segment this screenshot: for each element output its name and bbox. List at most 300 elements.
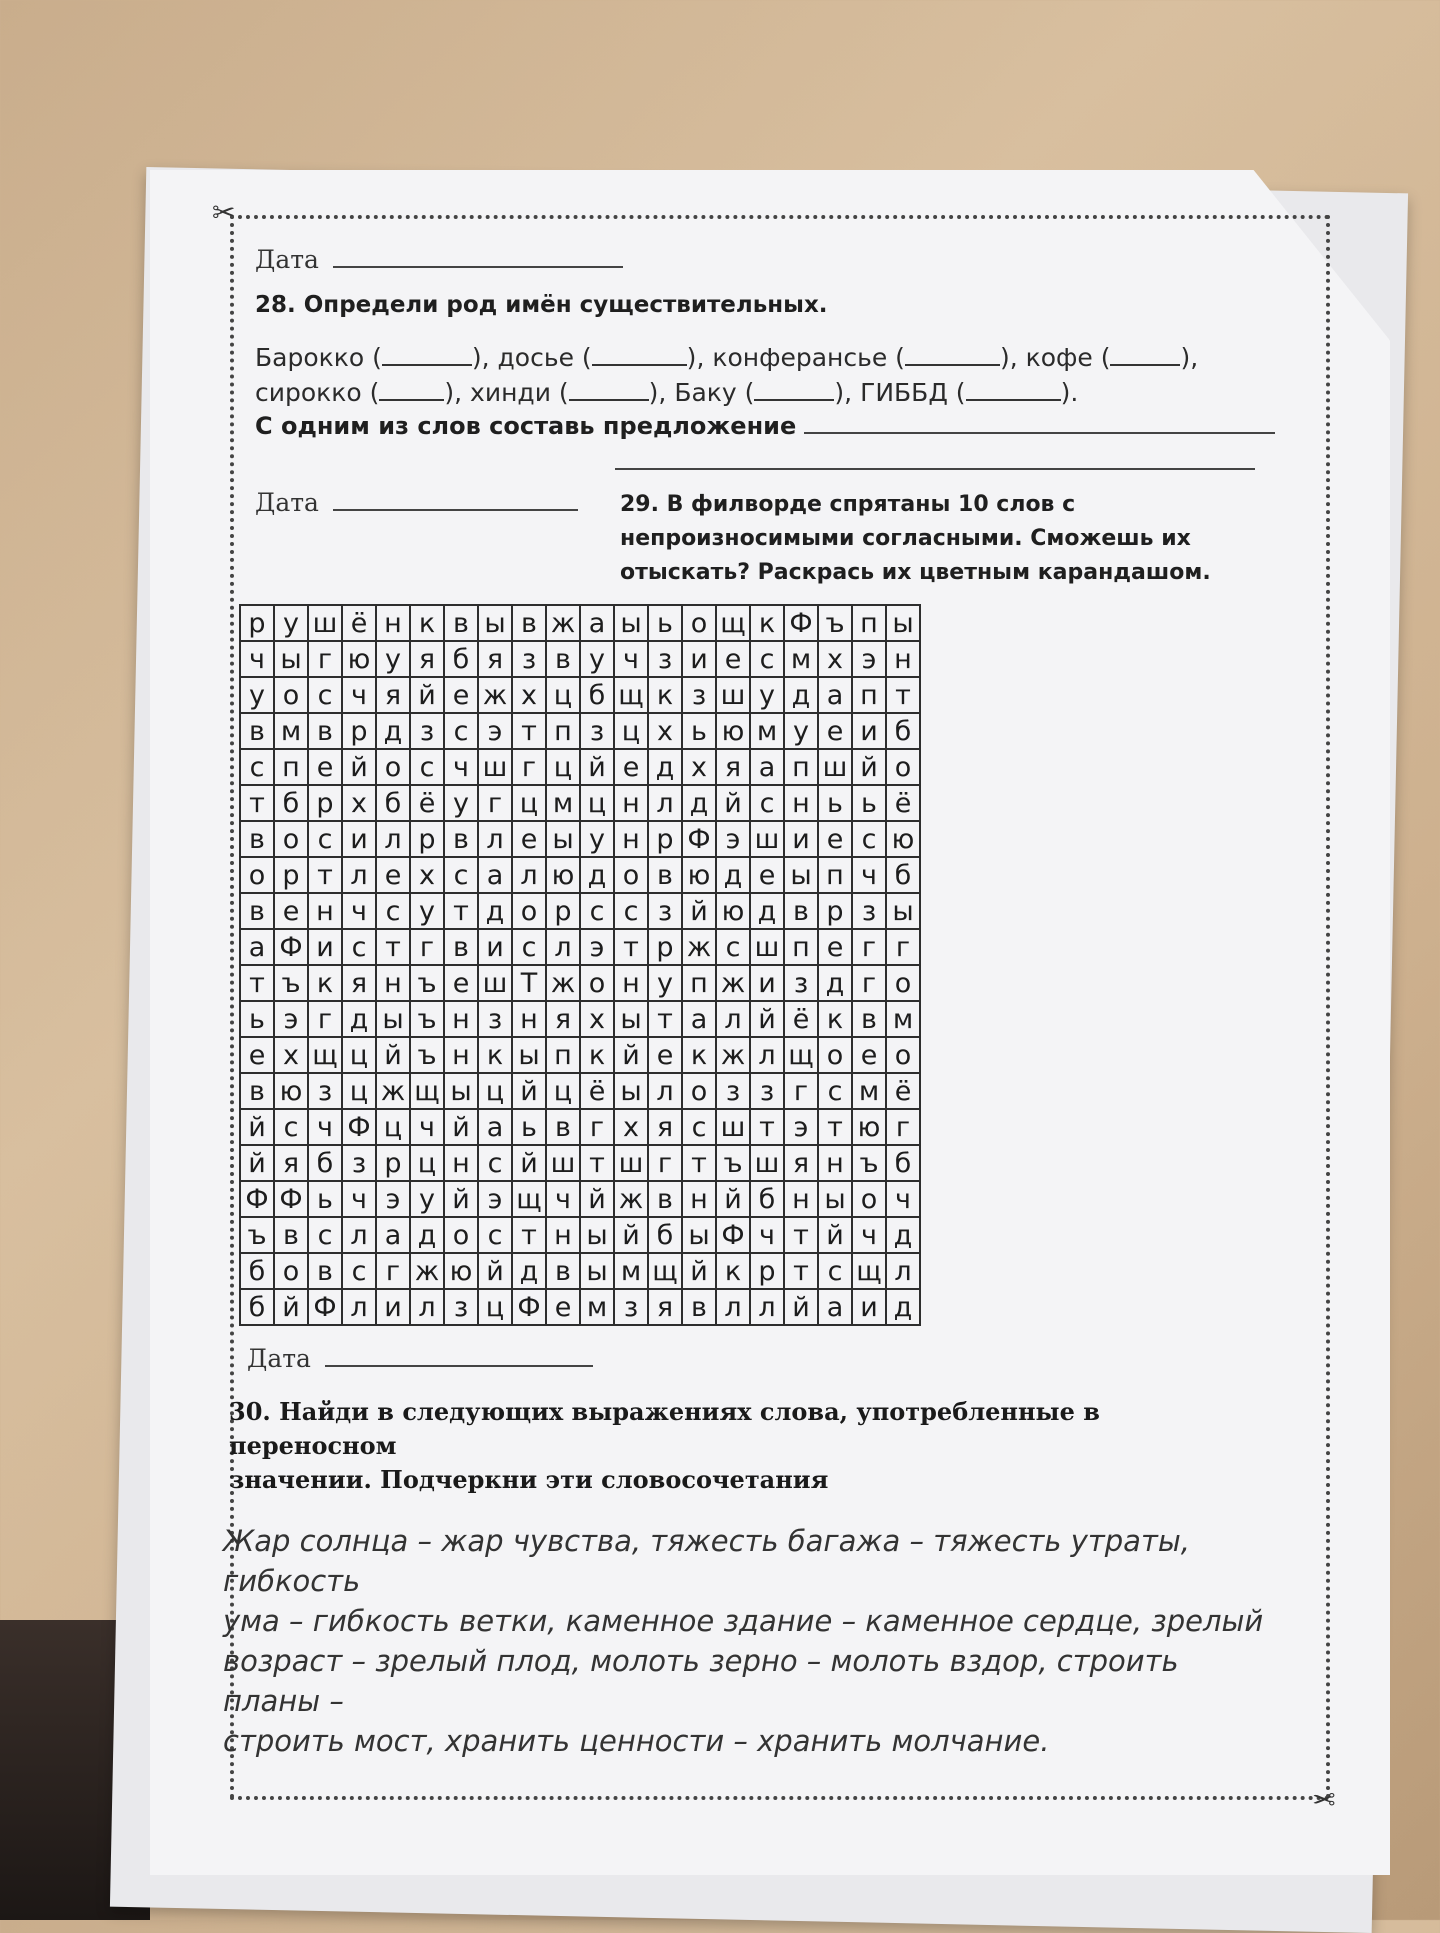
grid-cell[interactable]: с — [512, 929, 546, 965]
grid-cell[interactable]: о — [580, 965, 614, 1001]
grid-cell[interactable]: ч — [240, 641, 274, 677]
grid-cell[interactable]: и — [342, 821, 376, 857]
grid-cell[interactable]: у — [648, 965, 682, 1001]
grid-cell[interactable]: ё — [580, 1073, 614, 1109]
grid-cell[interactable]: б — [240, 1253, 274, 1289]
grid-cell[interactable]: п — [546, 713, 580, 749]
grid-cell[interactable]: о — [512, 893, 546, 929]
gender-blank[interactable] — [592, 346, 687, 366]
grid-cell[interactable]: е — [512, 821, 546, 857]
grid-cell[interactable]: в — [274, 1217, 308, 1253]
grid-cell[interactable]: б — [308, 1145, 342, 1181]
grid-cell[interactable]: з — [410, 713, 444, 749]
grid-cell[interactable]: о — [886, 1037, 920, 1073]
grid-cell[interactable]: р — [376, 1145, 410, 1181]
grid-cell[interactable]: ы — [614, 1001, 648, 1037]
grid-cell[interactable]: в — [240, 821, 274, 857]
grid-cell[interactable]: ч — [886, 1181, 920, 1217]
grid-cell[interactable]: в — [648, 1181, 682, 1217]
gender-blank[interactable] — [382, 346, 472, 366]
grid-cell[interactable]: ы — [682, 1217, 716, 1253]
grid-cell[interactable]: й — [716, 1181, 750, 1217]
grid-cell[interactable]: д — [750, 893, 784, 929]
grid-cell[interactable]: г — [852, 929, 886, 965]
grid-cell[interactable]: г — [886, 929, 920, 965]
grid-cell[interactable]: в — [546, 641, 580, 677]
grid-cell[interactable]: г — [410, 929, 444, 965]
grid-cell[interactable]: з — [512, 641, 546, 677]
grid-cell[interactable]: с — [818, 1073, 852, 1109]
grid-cell[interactable]: у — [580, 821, 614, 857]
grid-cell[interactable]: ц — [580, 785, 614, 821]
grid-cell[interactable]: ь — [682, 713, 716, 749]
grid-cell[interactable]: г — [478, 785, 512, 821]
grid-cell[interactable]: л — [648, 785, 682, 821]
grid-cell[interactable]: ы — [784, 857, 818, 893]
grid-cell[interactable]: к — [308, 965, 342, 1001]
grid-cell[interactable]: е — [852, 1037, 886, 1073]
grid-cell[interactable]: о — [274, 1253, 308, 1289]
grid-cell[interactable]: ш — [478, 965, 512, 1001]
grid-cell[interactable]: ц — [376, 1109, 410, 1145]
grid-cell[interactable]: ц — [546, 677, 580, 713]
grid-cell[interactable]: й — [580, 749, 614, 785]
grid-cell[interactable]: с — [274, 1109, 308, 1145]
grid-cell[interactable]: ы — [546, 821, 580, 857]
grid-cell[interactable]: л — [716, 1001, 750, 1037]
grid-cell[interactable]: о — [240, 857, 274, 893]
grid-cell[interactable]: т — [614, 929, 648, 965]
grid-cell[interactable]: б — [580, 677, 614, 713]
grid-cell[interactable]: ш — [750, 821, 784, 857]
grid-cell[interactable]: й — [376, 1037, 410, 1073]
grid-cell[interactable]: м — [852, 1073, 886, 1109]
grid-cell[interactable]: н — [512, 1001, 546, 1037]
grid-cell[interactable]: д — [376, 713, 410, 749]
grid-cell[interactable]: с — [342, 929, 376, 965]
grid-cell[interactable]: й — [274, 1289, 308, 1325]
grid-cell[interactable]: в — [308, 713, 342, 749]
grid-cell[interactable]: ж — [546, 605, 580, 641]
grid-cell[interactable]: е — [750, 857, 784, 893]
date-field[interactable] — [333, 509, 578, 511]
grid-cell[interactable]: Ф — [308, 1289, 342, 1325]
grid-cell[interactable]: щ — [308, 1037, 342, 1073]
grid-cell[interactable]: с — [852, 821, 886, 857]
grid-cell[interactable]: а — [682, 1001, 716, 1037]
grid-cell[interactable]: н — [546, 1217, 580, 1253]
grid-cell[interactable]: т — [682, 1145, 716, 1181]
grid-cell[interactable]: б — [886, 1145, 920, 1181]
grid-cell[interactable]: ц — [478, 1073, 512, 1109]
grid-cell[interactable]: й — [444, 1181, 478, 1217]
grid-cell[interactable]: й — [240, 1145, 274, 1181]
grid-cell[interactable]: ц — [478, 1289, 512, 1325]
grid-cell[interactable]: о — [682, 1073, 716, 1109]
grid-cell[interactable]: с — [682, 1109, 716, 1145]
grid-cell[interactable]: м — [784, 641, 818, 677]
grid-cell[interactable]: ц — [546, 1073, 580, 1109]
grid-cell[interactable]: г — [376, 1253, 410, 1289]
grid-cell[interactable]: у — [410, 1181, 444, 1217]
grid-cell[interactable]: в — [444, 821, 478, 857]
grid-cell[interactable]: т — [784, 1217, 818, 1253]
grid-cell[interactable]: л — [410, 1289, 444, 1325]
grid-cell[interactable]: л — [342, 1217, 376, 1253]
grid-cell[interactable]: и — [478, 929, 512, 965]
grid-cell[interactable]: ч — [342, 677, 376, 713]
grid-cell[interactable]: и — [682, 641, 716, 677]
grid-cell[interactable]: т — [308, 857, 342, 893]
grid-cell[interactable]: щ — [648, 1253, 682, 1289]
grid-cell[interactable]: н — [784, 1181, 818, 1217]
grid-cell[interactable]: з — [648, 641, 682, 677]
grid-cell[interactable]: п — [852, 605, 886, 641]
grid-cell[interactable]: щ — [784, 1037, 818, 1073]
grid-cell[interactable]: ы — [512, 1037, 546, 1073]
grid-cell[interactable]: ц — [342, 1073, 376, 1109]
grid-cell[interactable]: р — [648, 821, 682, 857]
grid-cell[interactable]: з — [308, 1073, 342, 1109]
grid-cell[interactable]: з — [648, 893, 682, 929]
grid-cell[interactable]: д — [886, 1289, 920, 1325]
grid-cell[interactable]: й — [716, 785, 750, 821]
grid-cell[interactable]: ч — [546, 1181, 580, 1217]
grid-cell[interactable]: о — [886, 965, 920, 1001]
grid-cell[interactable]: ы — [580, 1253, 614, 1289]
grid-cell[interactable]: ю — [852, 1109, 886, 1145]
grid-cell[interactable]: е — [240, 1037, 274, 1073]
grid-cell[interactable]: б — [886, 713, 920, 749]
grid-cell[interactable]: б — [444, 641, 478, 677]
grid-cell[interactable]: р — [274, 857, 308, 893]
grid-cell[interactable]: г — [308, 1001, 342, 1037]
grid-cell[interactable]: к — [580, 1037, 614, 1073]
grid-cell[interactable]: с — [716, 929, 750, 965]
grid-cell[interactable]: ж — [478, 677, 512, 713]
grid-cell[interactable]: с — [750, 785, 784, 821]
grid-cell[interactable]: в — [648, 857, 682, 893]
grid-cell[interactable]: р — [342, 713, 376, 749]
grid-cell[interactable]: в — [784, 893, 818, 929]
grid-cell[interactable]: л — [376, 821, 410, 857]
grid-cell[interactable]: т — [512, 1217, 546, 1253]
grid-cell[interactable]: н — [614, 785, 648, 821]
grid-cell[interactable]: о — [376, 749, 410, 785]
grid-cell[interactable]: й — [444, 1109, 478, 1145]
grid-cell[interactable]: л — [716, 1289, 750, 1325]
grid-cell[interactable]: к — [750, 605, 784, 641]
grid-cell[interactable]: е — [716, 641, 750, 677]
grid-cell[interactable]: щ — [614, 677, 648, 713]
grid-cell[interactable]: х — [648, 713, 682, 749]
grid-cell[interactable]: ш — [716, 1109, 750, 1145]
grid-cell[interactable]: в — [240, 1073, 274, 1109]
grid-cell[interactable]: ы — [580, 1217, 614, 1253]
grid-cell[interactable]: у — [444, 785, 478, 821]
grid-cell[interactable]: Ф — [512, 1289, 546, 1325]
grid-cell[interactable]: т — [512, 713, 546, 749]
grid-cell[interactable]: э — [376, 1181, 410, 1217]
grid-cell[interactable]: в — [308, 1253, 342, 1289]
grid-cell[interactable]: в — [512, 605, 546, 641]
grid-cell[interactable]: ж — [682, 929, 716, 965]
grid-cell[interactable]: ъ — [274, 965, 308, 1001]
grid-cell[interactable]: щ — [716, 605, 750, 641]
grid-cell[interactable]: з — [614, 1289, 648, 1325]
grid-cell[interactable]: с — [750, 641, 784, 677]
grid-cell[interactable]: д — [580, 857, 614, 893]
grid-cell[interactable]: ы — [444, 1073, 478, 1109]
grid-cell[interactable]: э — [784, 1109, 818, 1145]
grid-cell[interactable]: и — [852, 713, 886, 749]
gender-blank[interactable] — [569, 381, 649, 401]
date-field[interactable] — [333, 266, 623, 268]
grid-cell[interactable]: а — [580, 605, 614, 641]
grid-cell[interactable]: т — [444, 893, 478, 929]
grid-cell[interactable]: с — [444, 713, 478, 749]
grid-cell[interactable]: Ф — [716, 1217, 750, 1253]
grid-cell[interactable]: ю — [682, 857, 716, 893]
grid-cell[interactable]: т — [886, 677, 920, 713]
grid-cell[interactable]: з — [342, 1145, 376, 1181]
grid-cell[interactable]: ю — [886, 821, 920, 857]
grid-cell[interactable]: ш — [716, 677, 750, 713]
grid-cell[interactable]: ш — [546, 1145, 580, 1181]
grid-cell[interactable]: р — [750, 1253, 784, 1289]
grid-cell[interactable]: и — [852, 1289, 886, 1325]
grid-cell[interactable]: я — [546, 1001, 580, 1037]
grid-cell[interactable]: в — [546, 1253, 580, 1289]
grid-cell[interactable]: я — [410, 641, 444, 677]
grid-cell[interactable]: р — [410, 821, 444, 857]
grid-cell[interactable]: л — [478, 821, 512, 857]
grid-cell[interactable]: ы — [478, 605, 512, 641]
grid-cell[interactable]: ю — [444, 1253, 478, 1289]
grid-cell[interactable]: ё — [784, 1001, 818, 1037]
grid-cell[interactable]: й — [580, 1181, 614, 1217]
grid-cell[interactable]: т — [784, 1253, 818, 1289]
grid-cell[interactable]: д — [682, 785, 716, 821]
grid-cell[interactable]: м — [546, 785, 580, 821]
grid-cell[interactable]: п — [784, 929, 818, 965]
grid-cell[interactable]: ч — [342, 1181, 376, 1217]
grid-cell[interactable]: и — [308, 929, 342, 965]
grid-cell[interactable]: с — [410, 749, 444, 785]
grid-cell[interactable]: л — [342, 1289, 376, 1325]
grid-cell[interactable]: д — [410, 1217, 444, 1253]
sentence-line[interactable] — [804, 432, 1275, 434]
grid-cell[interactable]: ч — [410, 1109, 444, 1145]
grid-cell[interactable]: ч — [614, 641, 648, 677]
grid-cell[interactable]: д — [716, 857, 750, 893]
gender-blank[interactable] — [1110, 346, 1180, 366]
grid-cell[interactable]: ж — [546, 965, 580, 1001]
grid-cell[interactable]: г — [580, 1109, 614, 1145]
grid-cell[interactable]: й — [410, 677, 444, 713]
grid-cell[interactable]: Ф — [274, 929, 308, 965]
grid-cell[interactable]: ь — [240, 1001, 274, 1037]
grid-cell[interactable]: ь — [852, 785, 886, 821]
grid-cell[interactable]: у — [784, 713, 818, 749]
grid-cell[interactable]: щ — [852, 1253, 886, 1289]
grid-cell[interactable]: о — [682, 605, 716, 641]
grid-cell[interactable]: а — [750, 749, 784, 785]
grid-cell[interactable]: р — [240, 605, 274, 641]
grid-cell[interactable]: в — [240, 713, 274, 749]
grid-cell[interactable]: с — [444, 857, 478, 893]
grid-cell[interactable]: з — [478, 1001, 512, 1037]
grid-cell[interactable]: т — [750, 1109, 784, 1145]
grid-cell[interactable]: е — [614, 749, 648, 785]
grid-cell[interactable]: ы — [886, 605, 920, 641]
grid-cell[interactable]: ш — [750, 1145, 784, 1181]
grid-cell[interactable]: н — [818, 1145, 852, 1181]
grid-cell[interactable]: ъ — [716, 1145, 750, 1181]
grid-cell[interactable]: к — [682, 1037, 716, 1073]
grid-cell[interactable]: о — [444, 1217, 478, 1253]
grid-cell[interactable]: у — [274, 605, 308, 641]
grid-cell[interactable]: х — [614, 1109, 648, 1145]
grid-cell[interactable]: х — [512, 677, 546, 713]
grid-cell[interactable]: у — [750, 677, 784, 713]
grid-cell[interactable]: с — [478, 1217, 512, 1253]
grid-cell[interactable]: й — [478, 1253, 512, 1289]
grid-cell[interactable]: ч — [852, 1217, 886, 1253]
grid-cell[interactable]: у — [376, 641, 410, 677]
grid-cell[interactable]: к — [648, 677, 682, 713]
grid-cell[interactable]: е — [818, 821, 852, 857]
grid-cell[interactable]: т — [376, 929, 410, 965]
grid-cell[interactable]: г — [852, 965, 886, 1001]
grid-cell[interactable]: с — [308, 1217, 342, 1253]
grid-cell[interactable]: ж — [376, 1073, 410, 1109]
grid-cell[interactable]: ч — [342, 893, 376, 929]
grid-cell[interactable]: я — [784, 1145, 818, 1181]
grid-cell[interactable]: ы — [886, 893, 920, 929]
grid-cell[interactable]: ы — [818, 1181, 852, 1217]
grid-cell[interactable]: г — [512, 749, 546, 785]
grid-cell[interactable]: ё — [886, 785, 920, 821]
grid-cell[interactable]: л — [750, 1289, 784, 1325]
grid-cell[interactable]: ч — [750, 1217, 784, 1253]
grid-cell[interactable]: с — [614, 893, 648, 929]
grid-cell[interactable]: б — [750, 1181, 784, 1217]
grid-cell[interactable]: й — [240, 1109, 274, 1145]
grid-cell[interactable]: б — [648, 1217, 682, 1253]
grid-cell[interactable]: а — [376, 1217, 410, 1253]
grid-cell[interactable]: х — [342, 785, 376, 821]
grid-cell[interactable]: ч — [444, 749, 478, 785]
grid-cell[interactable]: я — [716, 749, 750, 785]
grid-cell[interactable]: а — [818, 1289, 852, 1325]
grid-cell[interactable]: е — [818, 929, 852, 965]
grid-cell[interactable]: д — [818, 965, 852, 1001]
grid-cell[interactable]: п — [546, 1037, 580, 1073]
grid-cell[interactable]: ш — [818, 749, 852, 785]
date-field[interactable] — [325, 1365, 593, 1367]
grid-cell[interactable]: р — [818, 893, 852, 929]
grid-cell[interactable]: й — [614, 1037, 648, 1073]
grid-cell[interactable]: я — [342, 965, 376, 1001]
grid-cell[interactable]: з — [852, 893, 886, 929]
grid-cell[interactable]: з — [716, 1073, 750, 1109]
grid-cell[interactable]: ъ — [410, 965, 444, 1001]
grid-cell[interactable]: х — [682, 749, 716, 785]
grid-cell[interactable]: о — [886, 749, 920, 785]
grid-cell[interactable]: Ф — [784, 605, 818, 641]
grid-cell[interactable]: и — [376, 1289, 410, 1325]
grid-cell[interactable]: л — [648, 1073, 682, 1109]
grid-cell[interactable]: у — [410, 893, 444, 929]
grid-cell[interactable]: ц — [546, 749, 580, 785]
grid-cell[interactable]: й — [614, 1217, 648, 1253]
grid-cell[interactable]: я — [376, 677, 410, 713]
grid-cell[interactable]: а — [240, 929, 274, 965]
grid-cell[interactable]: т — [240, 785, 274, 821]
grid-cell[interactable]: н — [682, 1181, 716, 1217]
grid-cell[interactable]: ы — [376, 1001, 410, 1037]
grid-cell[interactable]: л — [512, 857, 546, 893]
grid-cell[interactable]: я — [274, 1145, 308, 1181]
grid-cell[interactable]: з — [682, 677, 716, 713]
grid-cell[interactable]: н — [376, 965, 410, 1001]
grid-cell[interactable]: д — [342, 1001, 376, 1037]
grid-cell[interactable]: о — [818, 1037, 852, 1073]
grid-cell[interactable]: к — [410, 605, 444, 641]
grid-cell[interactable]: т — [648, 1001, 682, 1037]
grid-cell[interactable]: м — [886, 1001, 920, 1037]
grid-cell[interactable]: е — [648, 1037, 682, 1073]
grid-cell[interactable]: в — [546, 1109, 580, 1145]
grid-cell[interactable]: е — [818, 713, 852, 749]
grid-cell[interactable]: п — [784, 749, 818, 785]
grid-cell[interactable]: с — [308, 821, 342, 857]
grid-cell[interactable]: ь — [308, 1181, 342, 1217]
grid-cell[interactable]: в — [682, 1289, 716, 1325]
grid-cell[interactable]: х — [410, 857, 444, 893]
grid-cell[interactable]: в — [444, 929, 478, 965]
grid-cell[interactable]: о — [614, 857, 648, 893]
grid-cell[interactable]: в — [444, 605, 478, 641]
grid-cell[interactable]: ю — [274, 1073, 308, 1109]
grid-cell[interactable]: п — [274, 749, 308, 785]
grid-cell[interactable]: н — [444, 1001, 478, 1037]
grid-cell[interactable]: ш — [478, 749, 512, 785]
gender-blank[interactable] — [905, 346, 1000, 366]
grid-cell[interactable]: э — [580, 929, 614, 965]
grid-cell[interactable]: ч — [852, 857, 886, 893]
grid-cell[interactable]: щ — [410, 1073, 444, 1109]
grid-cell[interactable]: ю — [546, 857, 580, 893]
grid-cell[interactable]: н — [614, 965, 648, 1001]
grid-cell[interactable]: н — [444, 1037, 478, 1073]
grid-cell[interactable]: м — [750, 713, 784, 749]
grid-cell[interactable]: ж — [716, 965, 750, 1001]
grid-cell[interactable]: у — [240, 677, 274, 713]
grid-cell[interactable]: ё — [342, 605, 376, 641]
grid-cell[interactable]: Ф — [682, 821, 716, 857]
grid-cell[interactable]: й — [682, 893, 716, 929]
grid-cell[interactable]: ь — [512, 1109, 546, 1145]
grid-cell[interactable]: д — [478, 893, 512, 929]
grid-cell[interactable]: ъ — [240, 1217, 274, 1253]
grid-cell[interactable]: й — [750, 1001, 784, 1037]
grid-cell[interactable]: х — [274, 1037, 308, 1073]
grid-cell[interactable]: о — [274, 677, 308, 713]
grid-cell[interactable]: а — [478, 1109, 512, 1145]
grid-cell[interactable]: н — [308, 893, 342, 929]
